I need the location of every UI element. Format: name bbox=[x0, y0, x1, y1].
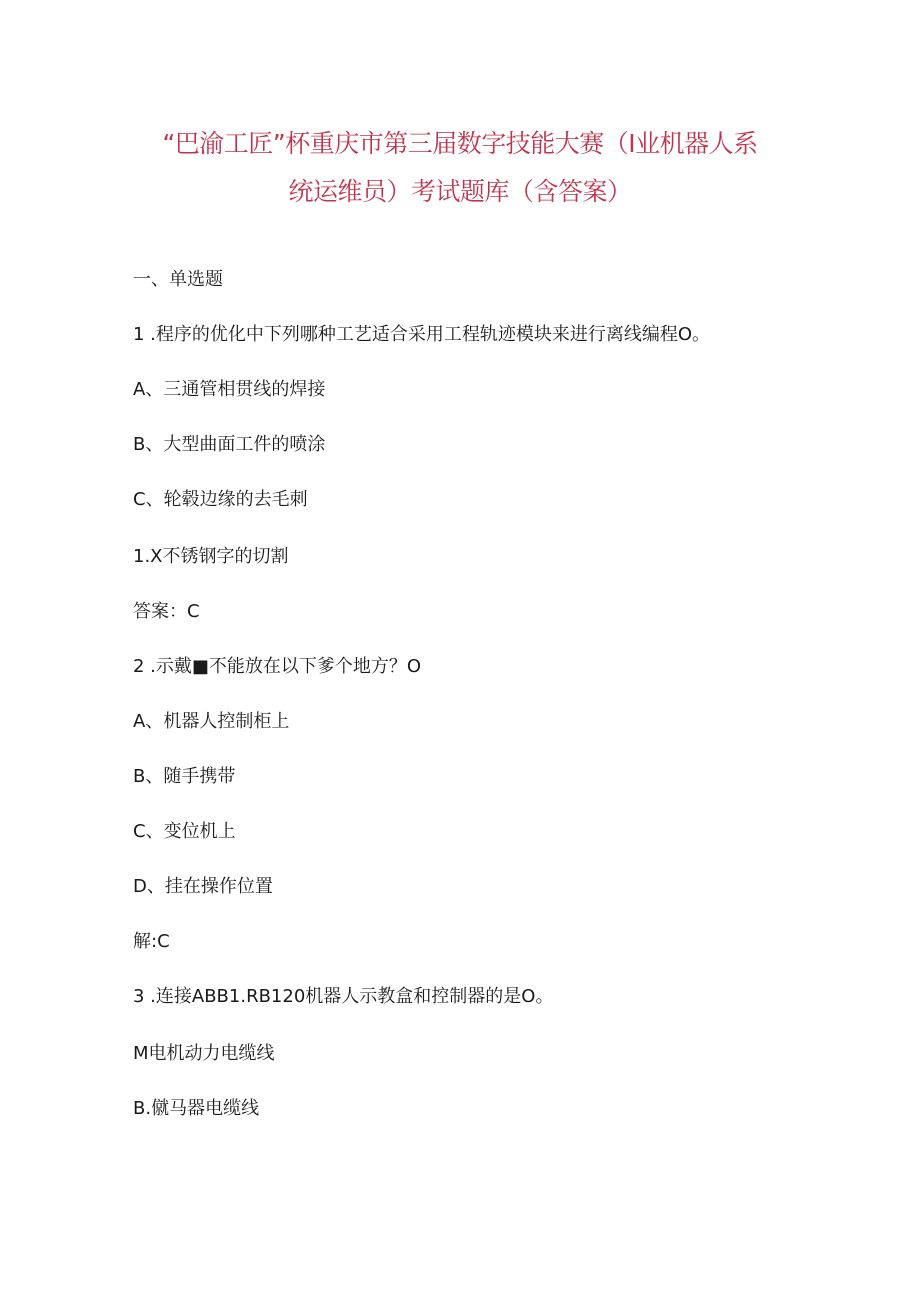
question-1-stem: 1 .程序的优化中下列哪种工艺适合采用工程轨迹模块来进行离线编程O。 bbox=[133, 324, 711, 345]
question-3-stem: 3 .连接ABB1.RB120机器人示教盒和控制器的是O。 bbox=[133, 986, 554, 1007]
question-1-option-c: C、轮毂边缘的去毛刺 bbox=[133, 489, 308, 510]
document-title-line-1: “巴渝工匠”杯重庆市第三届数字技能大赛（I业机器人系 bbox=[162, 129, 758, 158]
question-2-option-d: D、挂在操作位置 bbox=[133, 876, 273, 897]
question-2-stem: 2 .示戴■不能放在以下爹个地方？O bbox=[133, 656, 422, 677]
question-1-option-a: A、三通管相贯线的焊接 bbox=[133, 379, 326, 400]
question-1-option-b: B、大型曲面工件的喷涂 bbox=[133, 434, 326, 455]
section-heading: 一、单选题 bbox=[133, 269, 223, 290]
question-1-option-d: 1.X不锈钢字的切割 bbox=[133, 546, 289, 567]
question-2-option-a: A、机器人控制柜上 bbox=[133, 711, 290, 732]
document-title-line-2: 统运维员）考试题库（含答案） bbox=[288, 177, 632, 206]
question-2-answer: 解:C bbox=[133, 931, 170, 952]
question-3-option-a: M电机动力电缆线 bbox=[133, 1043, 275, 1064]
question-3-option-b: B.僦马器电缆线 bbox=[133, 1098, 260, 1119]
question-2-option-c: C、变位机上 bbox=[133, 821, 236, 842]
question-2-option-b: B、随手携带 bbox=[133, 766, 236, 787]
question-1-answer: 答案：C bbox=[133, 601, 200, 622]
